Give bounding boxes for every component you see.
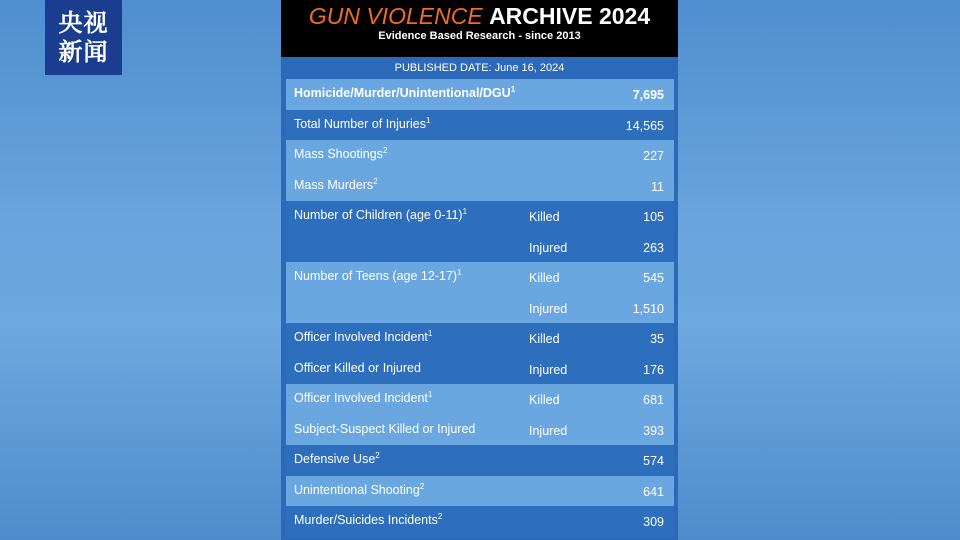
row-label: Total Number of Injuries$^1$ [294,115,431,131]
row-label: Officer Involved Incident$^1$ [294,389,433,405]
title-part-2: ARCHIVE 2024 [489,3,651,29]
row-value: 309 [643,515,664,529]
table-row [286,384,674,415]
table-row [286,476,674,507]
row-value: 393 [643,423,664,438]
row-label: Officer Killed or Injured [294,360,421,375]
gva-header [281,0,678,57]
row-value: 7,695 [632,88,664,102]
row-label: Mass Shootings$^2$ [294,145,388,161]
row-value: 574 [643,454,664,468]
logo-line-2: 新闻 [58,37,109,66]
row-label: Unintentional Shooting$^2$ [294,481,425,497]
row-value: 263 [643,240,664,255]
row-sublabel: Injured [529,362,568,377]
table-row [286,201,674,232]
row-value: 545 [643,271,664,285]
table-row [286,171,674,202]
logo-line-1: 央视 [58,8,109,37]
row-value: 227 [643,149,664,163]
row-label: Number of Children (age 0-11)$^1$ [294,206,468,222]
row-value: 1,510 [632,301,664,316]
row-value: 11 [651,179,664,194]
row-value: 35 [650,332,664,346]
title-part-1: GUN VIOLENCE [308,3,483,29]
row-label: Murder/Suicides Incidents$^2$ [294,511,443,527]
gva-stats-panel [281,0,678,540]
table-row [286,506,674,537]
gva-subtitle: Evidence Based Research - since 2013 [378,30,581,42]
table-row [286,79,674,110]
row-value: 681 [643,393,664,407]
table-row [286,323,674,354]
row-label: Homicide/Murder/Unintentional/DGU$^1$ [294,84,516,100]
row-sublabel: Killed [529,271,560,285]
row-sublabel: Injured [529,423,568,438]
table-row [286,110,674,141]
stats-table [286,79,674,537]
row-label: Mass Murders$^2$ [294,176,378,192]
row-sublabel: Injured [529,240,568,255]
table-row [286,415,674,446]
row-label: Officer Involved Incident$^1$ [294,328,433,344]
row-sublabel: Killed [529,210,560,224]
row-sublabel: Killed [529,393,560,407]
row-value: 641 [643,484,664,499]
row-sublabel: Injured [529,301,568,316]
row-label: Subject-Suspect Killed or Injured [294,421,476,436]
table-row [286,293,674,324]
row-label: Defensive Use$^2$ [294,450,380,466]
table-row [286,445,674,476]
row-label: Number of Teens (age 12-17)$^1$ [294,267,462,283]
table-row [286,232,674,263]
table-row [286,354,674,385]
row-value: 176 [643,362,664,377]
gva-title [281,0,678,30]
table-row [286,140,674,171]
row-sublabel: Killed [529,332,560,346]
cctv-news-logo [45,0,122,75]
row-value: 105 [643,210,664,224]
table-row [286,262,674,293]
row-value: 14,565 [625,118,664,133]
published-date: PUBLISHED DATE: June 16, 2024 [394,62,565,74]
